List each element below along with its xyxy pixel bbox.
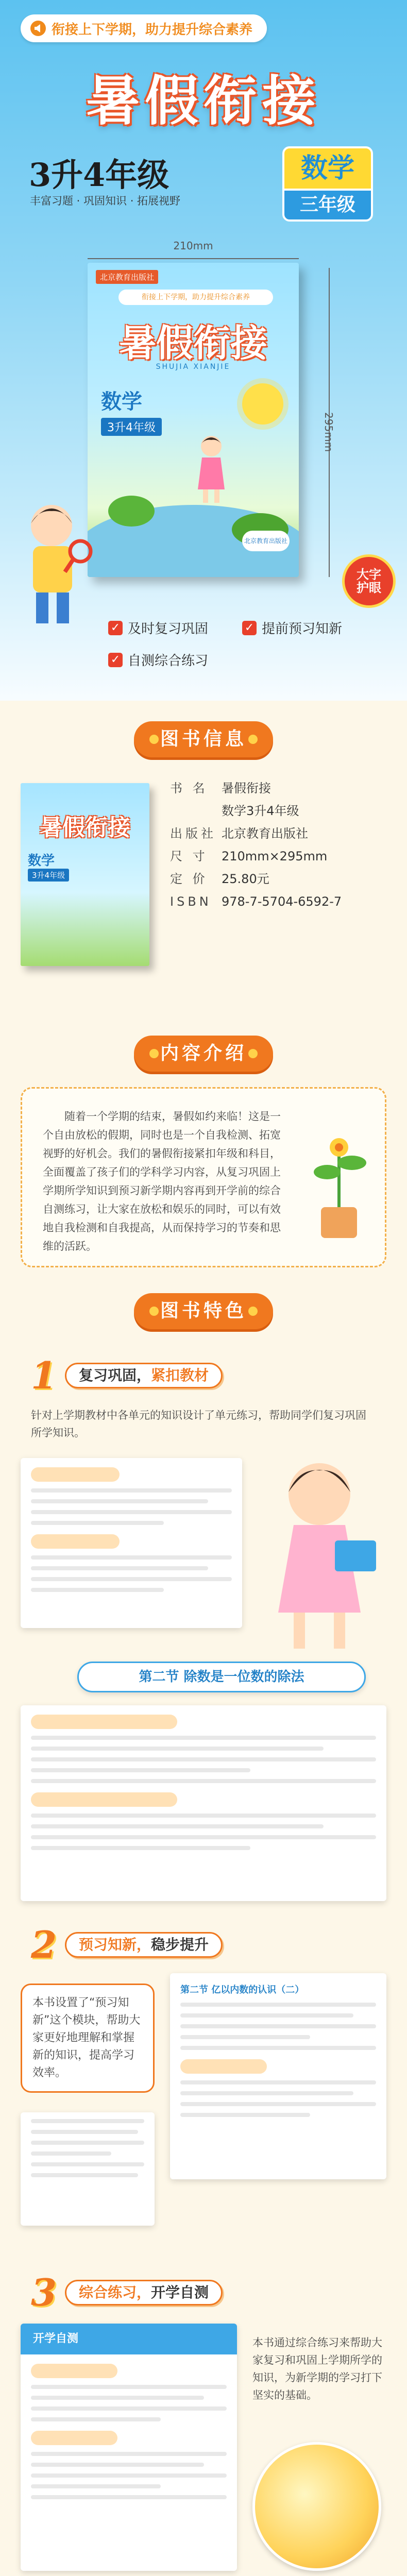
sample-page-title: 第二节 亿以内数的认识（二）: [180, 1985, 304, 1995]
book-subject-block: [101, 385, 178, 436]
intro-section: [0, 1025, 407, 1283]
book-publisher: 北京教育出版社: [96, 270, 158, 284]
intro-heading: 内容介绍: [134, 1036, 273, 1072]
feature-2-header: [31, 1924, 223, 1965]
book-info-heading: 图书信息: [134, 721, 273, 757]
feature-item: [108, 650, 208, 669]
girl-illustration: [191, 433, 232, 505]
feature-1-description: 针对上学期教材中各单元的知识设计了单元练习，帮助同学们复习巩固所学知识。: [31, 1409, 366, 1439]
big-font-badge: [342, 554, 396, 608]
feature-text: 及时复习巩固: [128, 621, 209, 637]
info-row: 定 价 25.80元: [170, 872, 269, 886]
features-heading: 图书特色: [134, 1293, 273, 1329]
check-icon: ✓: [108, 653, 123, 667]
sample-page: [170, 1973, 386, 2179]
feature-label: 综合练习，开学自测: [65, 2280, 223, 2306]
check-icon: ✓: [242, 621, 257, 635]
book-badge: 北京教育出版社: [242, 531, 290, 551]
hero-section: [0, 0, 407, 701]
sample-page: [21, 1705, 386, 1901]
feature-number: 2: [31, 1923, 57, 1967]
girl-books-illustration: [247, 1448, 392, 1654]
lotus-leaf-illustration: [108, 496, 155, 527]
subject-grade-label: 三年级: [282, 189, 373, 222]
intro-card: [21, 1087, 386, 1267]
thumb-grade: 3升4年级: [28, 869, 69, 882]
width-dimension: 210mm: [88, 240, 299, 252]
kid-magnifier-illustration: [15, 495, 93, 634]
feature-text: 提前预习知新: [262, 621, 343, 637]
plant-illustration: [300, 1125, 378, 1243]
sample-page-header: 开学自测: [21, 2324, 237, 2354]
book-info-section: [0, 701, 407, 1061]
thumb-title: 暑假衔接: [40, 815, 130, 841]
info-row: 数学3升4年级: [222, 804, 299, 818]
feature-number: 1: [31, 1353, 57, 1397]
hero-title: 暑假衔接: [86, 69, 321, 132]
sample-page: [21, 1458, 242, 1628]
check-icon: ✓: [108, 621, 123, 635]
sample-page: [21, 2324, 237, 2571]
feature-2-speech-bubble: 本书设置了“预习知新”这个模块，帮助大家更好地理解和掌握新的知识，提高学习效率。: [21, 1984, 155, 2093]
subject-label: 数学: [282, 146, 373, 191]
info-row: ISBN 978-7-5704-6592-7: [170, 894, 342, 909]
slogan-pill: [21, 14, 267, 42]
feature-item: [242, 618, 342, 637]
info-row: 尺 寸 210mm×295mm: [170, 849, 328, 863]
sun-illustration: [242, 383, 283, 425]
book-banner: 衔接上下学期，助力提升综合素养: [118, 290, 273, 305]
slogan-text: 衔接上下学期，助力提升综合素养: [52, 22, 253, 38]
book-cover: [88, 263, 299, 577]
grade-tagline: 丰富习题 · 巩固知识 · 拓展视野: [30, 195, 181, 207]
feature-number: 3: [31, 2270, 57, 2314]
big-font-badge-text: 大字护眼: [357, 567, 381, 595]
info-row: 出版社 北京教育出版社: [170, 826, 308, 841]
feature-text: 自测综合练习: [128, 653, 209, 669]
info-row: 书 名 暑假衔接: [170, 781, 271, 795]
feature-1-header: [31, 1355, 223, 1396]
kids-reading-illustration: [252, 2442, 381, 2571]
megaphone-icon: [30, 20, 46, 37]
sample-page: [21, 2112, 155, 2226]
feature-3-description: 本书通过综合练习来帮助大家复习和巩固上学期所学的知识，为新学期的学习打下坚实的基础。: [252, 2336, 382, 2401]
book-info-table: [170, 777, 392, 913]
book-thumbnail: [21, 783, 149, 966]
thumb-subject: 数学: [28, 853, 55, 869]
sample-section-banner: 第二节 除数是一位数的除法: [77, 1662, 366, 1692]
book-subject: 数学: [101, 390, 142, 414]
height-dimension-label: 295mm: [323, 412, 335, 452]
feature-3-header: [31, 2272, 223, 2313]
feature-label: 预习知新，稳步提升: [65, 1932, 223, 1958]
feature-label: 复习巩固，紧扣教材: [65, 1363, 223, 1388]
book-grade: 3升4年级: [101, 418, 162, 436]
features-section: [0, 1283, 407, 2576]
book-title: 暑假衔接: [118, 321, 267, 365]
feature-item: [108, 618, 208, 637]
intro-text: 随着一个学期的结束，暑假如约来临！这是一个自由放松的假期，同时也是一个自我检测、拓宽视野的好机会。我们的暑假衔接紧扣年级和科目，全面覆盖了孩子们的学科学习内容，从复习巩固上学期所学知识到预习新学期内容再到开学前的综合自测练习，让大家在放松和娱乐的同时，可以有效地自我检测和自我提高，从而保持学习的节奏和思维的活跃。: [43, 1110, 281, 1252]
book-pinyin: SHUJIA XIANJIE: [156, 363, 231, 371]
grade-label: 3升4年级: [29, 156, 169, 194]
height-dimension: [319, 268, 340, 577]
subject-box: [282, 146, 373, 224]
